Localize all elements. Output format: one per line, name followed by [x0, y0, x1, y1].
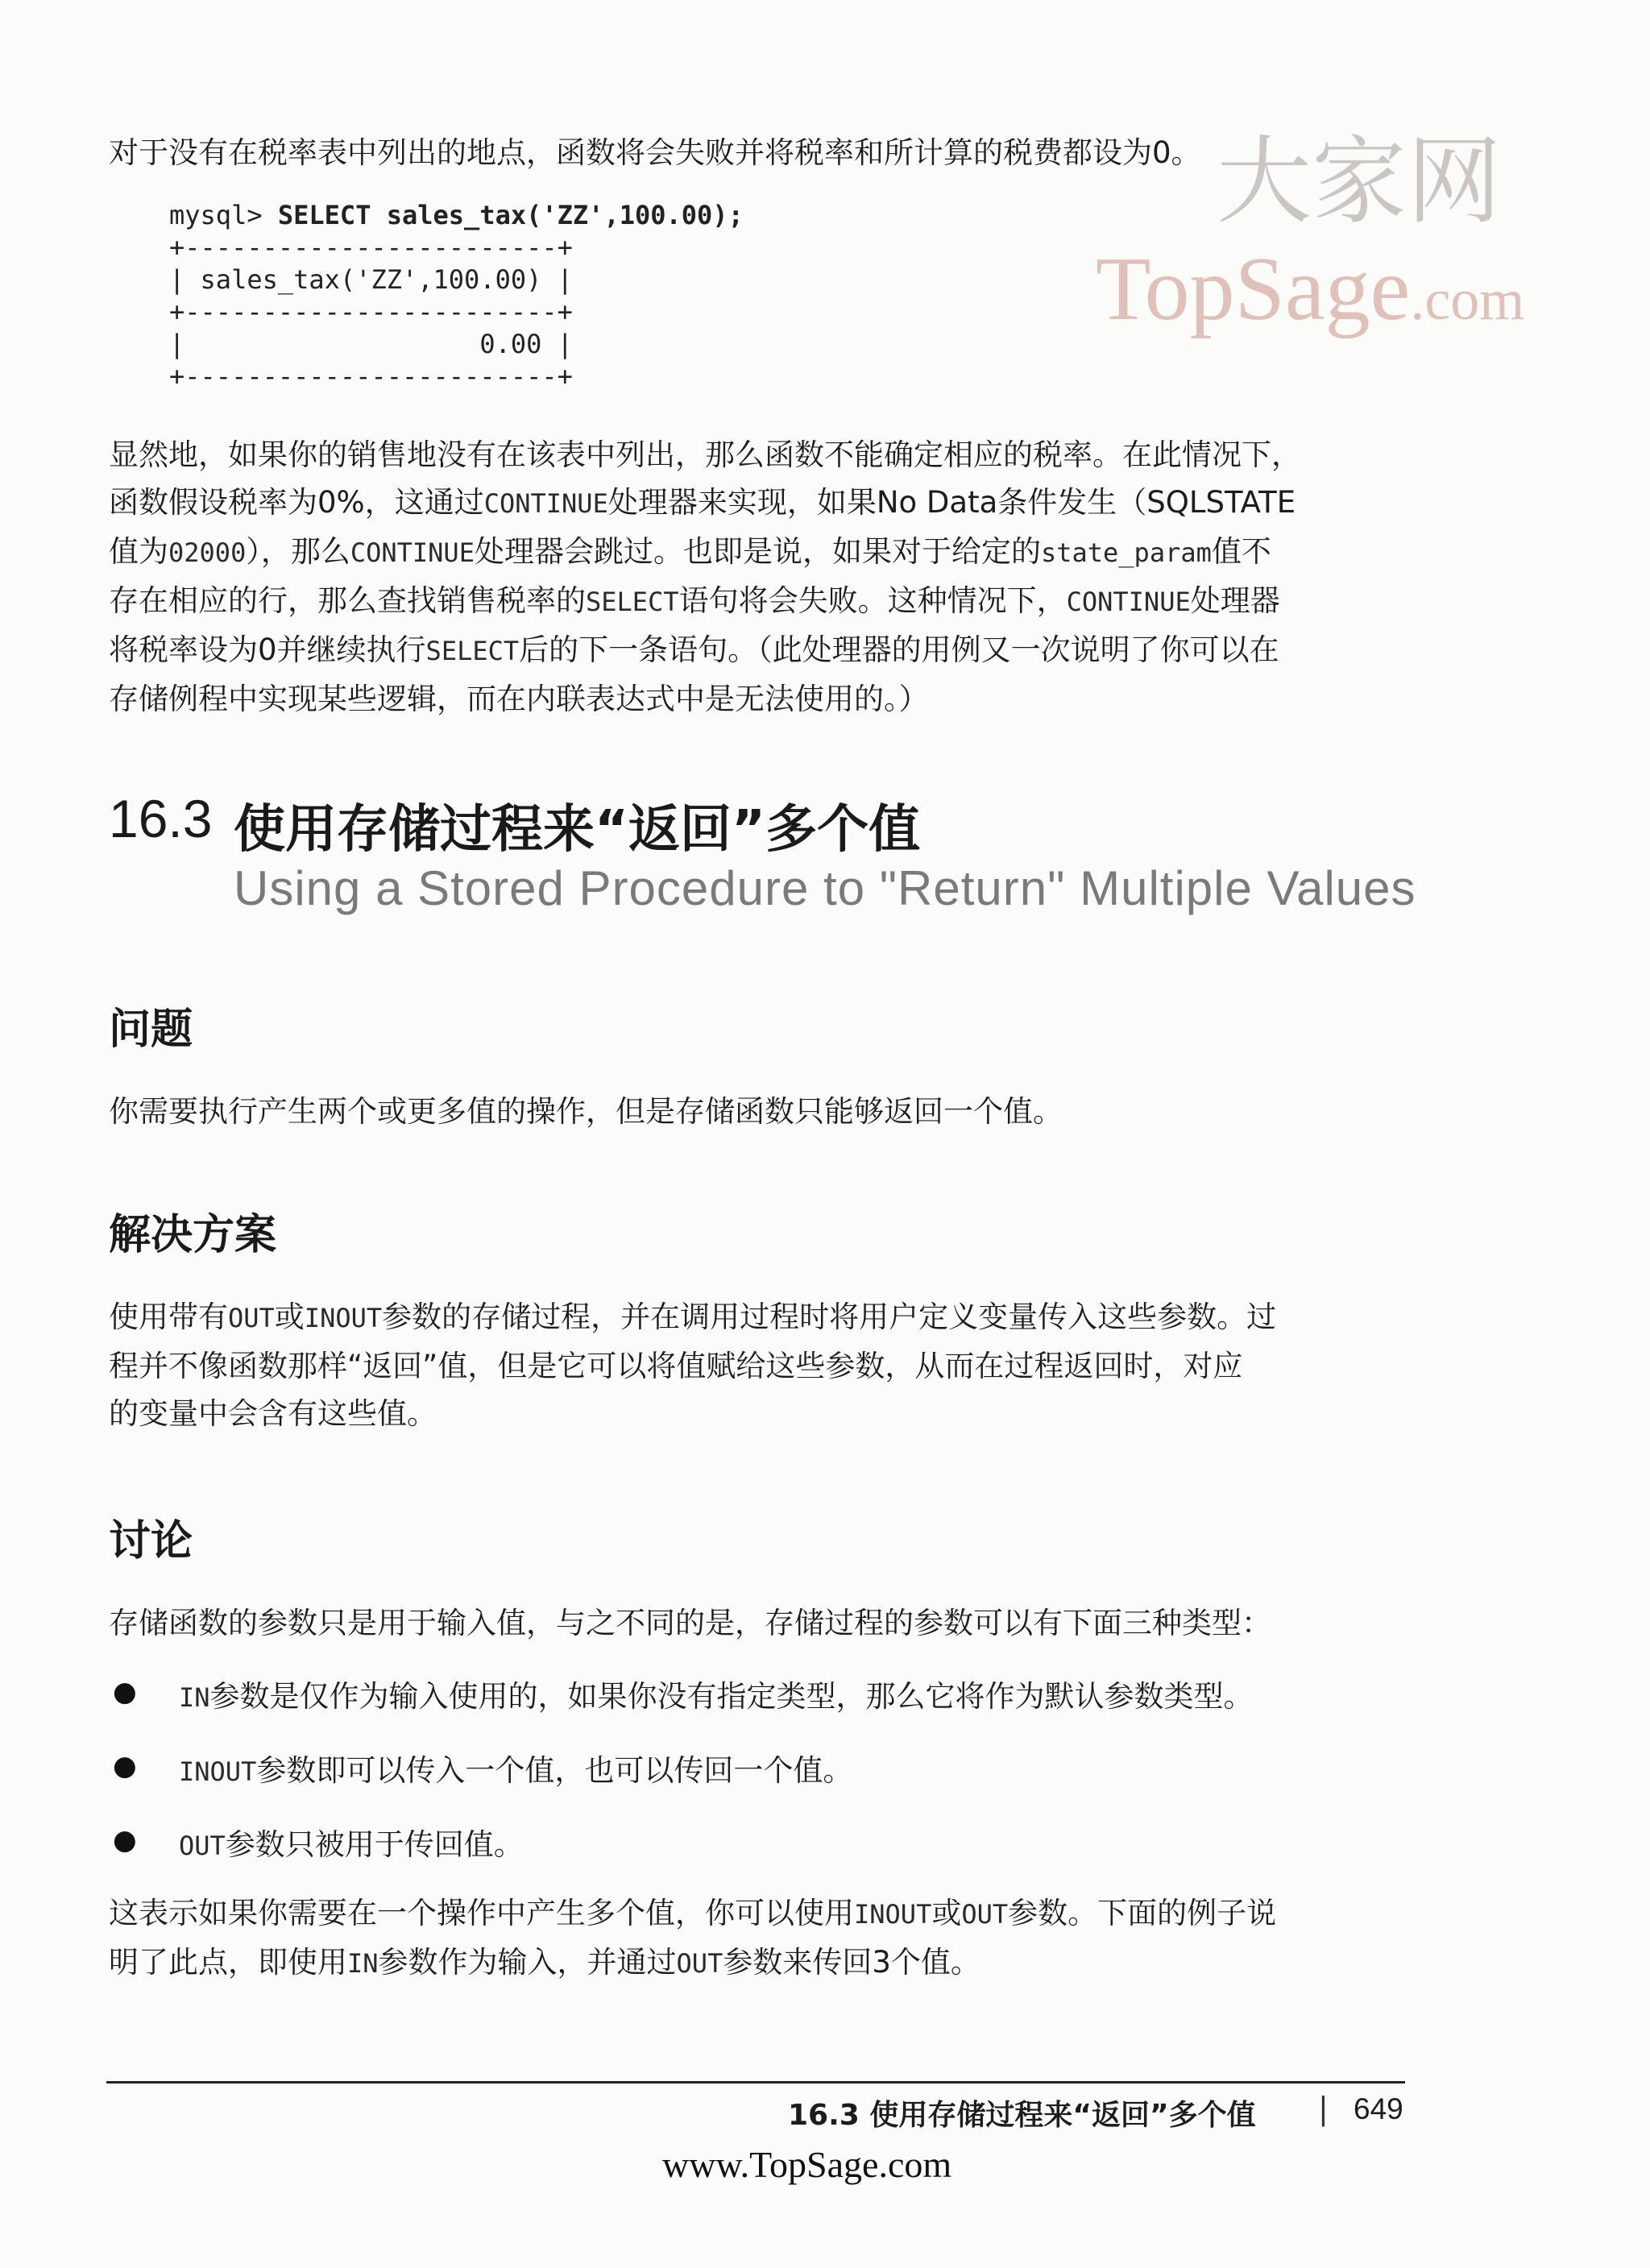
bullet-icon: ● — [113, 1676, 137, 1708]
bullet-text: 参数只被用于传回值。 — [225, 1827, 524, 1862]
solution-line — [109, 1293, 1398, 1342]
text-run: ），那么 — [246, 534, 350, 569]
code-block — [169, 199, 744, 392]
solution-line: 的变量中会含有这些值。 — [109, 1396, 437, 1431]
page-number: 649 — [1354, 2092, 1403, 2125]
bullet-text: 参数是仅作为输入使用的，如果你没有指定类型，那么它将作为默认参数类型。 — [209, 1679, 1254, 1714]
text-run: 存在相应的行，那么查找销售税率的 — [109, 583, 586, 618]
inline-code: 02000 — [168, 537, 247, 568]
inline-code: INOUT — [854, 1899, 932, 1930]
watermark-en-suffix: .com — [1410, 267, 1525, 332]
inline-code: CONTINUE — [483, 488, 608, 519]
discussion-paragraph — [109, 1599, 1398, 1647]
code-border-mid: +------------------------+ — [169, 296, 573, 327]
footer-separator: | — [1318, 2091, 1329, 2126]
discussion-text: 存储函数的参数只是用于输入值，与之不同的是，存储过程的参数可以有下面三种类型： — [109, 1606, 1271, 1640]
inline-code: CONTINUE — [350, 537, 475, 568]
bullet-item — [179, 1820, 524, 1864]
text-run: 处理器 — [1190, 583, 1280, 618]
section-number: 16.3 — [109, 789, 213, 848]
text-run: 或 — [274, 1300, 305, 1334]
text-run: 或 — [931, 1896, 962, 1930]
code-prompt: mysql> — [169, 200, 278, 230]
text-run: 参数。下面的例子说 — [1008, 1896, 1277, 1930]
bullet-icon: ● — [113, 1824, 137, 1856]
site-url: www.TopSage.com — [662, 2144, 952, 2185]
footer-rule — [106, 2081, 1405, 2083]
closing-line — [109, 1938, 1398, 1988]
intro-paragraph — [109, 129, 1398, 176]
code-query: SELECT sales_tax('ZZ',100.00); — [277, 200, 744, 230]
para1-line — [109, 577, 1398, 626]
solution-line: 程并不像函数那样“返回”值，但是它可以将值赋给这些参数，从而在过程返回时，对应 — [109, 1349, 1243, 1383]
para1-line — [109, 528, 1398, 577]
inline-code: OUT — [676, 1948, 723, 1979]
inline-code: OUT — [179, 1831, 226, 1861]
inline-code: SELECT — [586, 587, 679, 617]
text-run: 值不 — [1211, 534, 1271, 569]
section-title-en: Using a Stored Procedure to "Return" Multiple Values — [234, 861, 1416, 915]
explanation-paragraph — [109, 431, 1398, 723]
text-run: 明了此点，即使用 — [109, 1945, 347, 1980]
code-row: | 0.00 | — [169, 329, 573, 359]
discussion-heading: 讨论 — [109, 1517, 193, 1565]
para1-line — [109, 626, 1398, 675]
inline-code: state_param — [1040, 537, 1212, 568]
closing-line — [109, 1889, 1398, 1938]
closing-paragraph — [109, 1889, 1398, 1988]
para1-line: 显然地，如果你的销售地没有在该表中列出，那么函数不能确定相应的税率。在此情况下， — [109, 437, 1301, 472]
inline-code: INOUT — [179, 1756, 257, 1787]
inline-code: SELECT — [425, 636, 520, 666]
inline-code: INOUT — [304, 1303, 383, 1333]
footer-section-title: 16.3 使用存储过程来“返回”多个值 — [788, 2099, 1256, 2132]
text-run: 值为 — [109, 534, 168, 569]
text-run: 函数假设税率为0%，这通过 — [109, 485, 484, 520]
text-run: 将税率设为0并继续执行 — [109, 632, 426, 667]
text-run: 参数的存储过程，并在调用过程时将用户定义变量传入这些参数。过 — [382, 1300, 1277, 1334]
bullet-item — [179, 1672, 1254, 1715]
problem-heading: 问题 — [109, 1005, 193, 1054]
para1-line — [109, 479, 1398, 528]
inline-code: IN — [179, 1682, 210, 1713]
bullet-text: 参数即可以传入一个值，也可以传回一个值。 — [256, 1753, 853, 1788]
problem-paragraph — [109, 1088, 1398, 1135]
bullet-item — [179, 1746, 852, 1789]
code-header: | sales_tax('ZZ',100.00) | — [169, 264, 573, 295]
inline-code: OUT — [961, 1899, 1009, 1930]
watermark-cn: 大家网 — [1217, 126, 1503, 237]
inline-code: OUT — [228, 1303, 275, 1333]
text-run: 这表示如果你需要在一个操作中产生多个值，你可以使用 — [109, 1896, 854, 1930]
bullet-icon: ● — [113, 1750, 137, 1782]
solution-paragraph — [109, 1293, 1398, 1437]
text-run: 使用带有 — [109, 1300, 228, 1334]
watermark-en-main: TopSage — [1096, 239, 1411, 339]
text-run: 处理器会跳过。也即是说，如果对于给定的 — [474, 534, 1041, 569]
inline-code: IN — [347, 1948, 379, 1979]
intro-text: 对于没有在税率表中列出的地点，函数将会失败并将税率和所计算的税费都设为0。 — [109, 135, 1201, 170]
solution-heading: 解决方案 — [109, 1211, 277, 1259]
text-run: 后的下一条语句。（此处理器的用例又一次说明了你可以在 — [519, 632, 1279, 667]
text-run: 参数作为输入，并通过 — [378, 1945, 677, 1980]
section-title: 使用存储过程来“返回”多个值 — [234, 800, 921, 860]
problem-text: 你需要执行产生两个或更多值的操作，但是存储函数只能够返回一个值。 — [109, 1094, 1063, 1129]
code-border-bottom: +------------------------+ — [169, 361, 573, 392]
text-run: 语句将会失败。这种情况下， — [678, 583, 1067, 618]
inline-code: CONTINUE — [1066, 587, 1191, 617]
code-border-top: +------------------------+ — [169, 232, 573, 263]
watermark-en — [1096, 238, 1524, 342]
text-run: 处理器来实现，如果No Data条件发生（SQLSTATE — [607, 485, 1296, 520]
para1-line: 存储例程中实现某些逻辑，而在内联表达式中是无法使用的。） — [109, 682, 929, 716]
text-run: 参数来传回3个值。 — [723, 1945, 980, 1980]
